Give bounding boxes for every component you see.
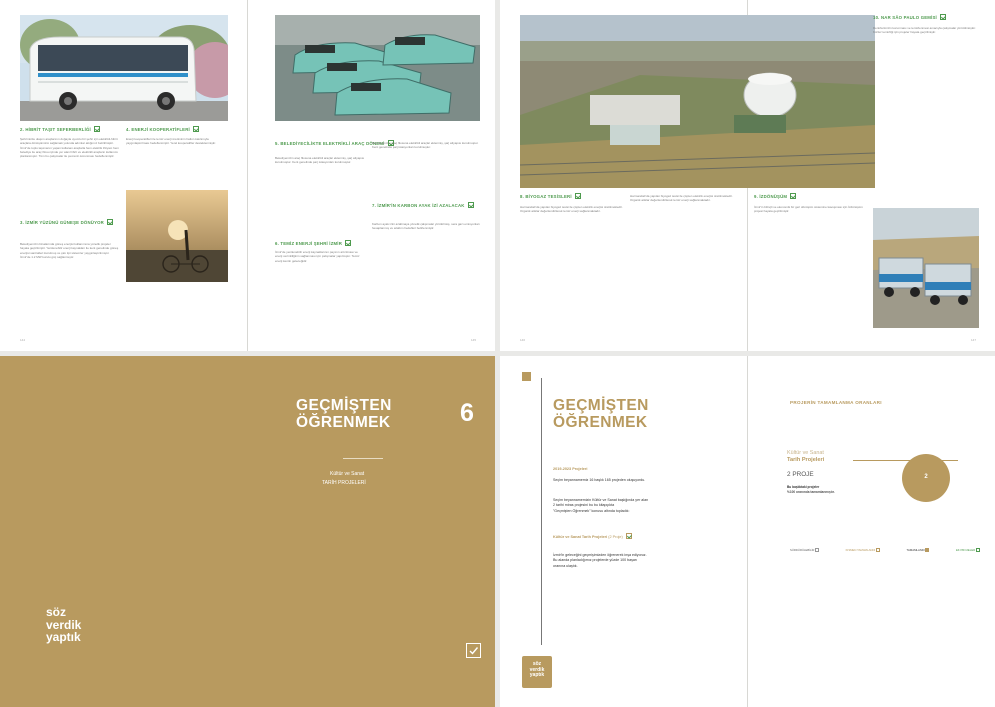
completion-note: Bu başlıktaki projeler	[787, 485, 820, 489]
legend-item: EK PROJELER	[956, 548, 980, 552]
soz-verdik-yaptik-logo: söz verdik yaptık	[522, 656, 552, 688]
page-gutter	[247, 0, 248, 351]
section-heading: 6. TEMİZ ENERJİ ŞEHRİ İZMİR	[275, 241, 351, 247]
completion-value: 2	[924, 474, 928, 480]
check-icon	[626, 533, 632, 539]
section-heading: 5. BELEDİYECİLİKTE ELEKTRİKLİ ARAÇ DÖNEMİ	[275, 141, 394, 147]
cyclist-sunset-photo	[126, 190, 228, 282]
check-icon	[940, 14, 946, 20]
title-underline	[343, 458, 383, 459]
spread-pages-146-147	[500, 0, 995, 351]
vertical-rule	[541, 378, 542, 645]
sub-heading: Kültür ve Sanat Tarih Projeleri (2 Proje)	[553, 534, 632, 540]
section-heading: 2. HİBRİT TAŞIT SEFERBERLİĞİ	[20, 127, 100, 133]
page-gutter	[747, 356, 748, 707]
checkbox-icon	[466, 643, 481, 658]
page-number: 146	[520, 338, 526, 342]
section-heading: 4. ENERJİ KOOPERATİFLERİ	[126, 127, 199, 133]
check-icon	[468, 202, 474, 208]
check-icon	[345, 240, 351, 246]
check-icon	[94, 126, 100, 132]
section-heading: 9. İZDÖNÜŞÜM	[754, 194, 796, 200]
check-icon	[107, 219, 113, 225]
legend-item: TAMAMLANDI	[907, 548, 930, 552]
chapter-cover-spread	[0, 356, 495, 707]
section-heading: 7. İZMİR'İN KARBON AYAK İZİ AZALACAK	[372, 203, 474, 209]
electric-cars-photo	[275, 15, 480, 121]
check-icon	[575, 193, 581, 199]
legend-item: SÜRDÜRÜLEBİLİR	[790, 548, 819, 552]
chapter-subtitle: TARİH PROJELERİ	[322, 480, 366, 486]
intro-paragraph-2: Seçim beyannamemizin Kültür ve Sanat başlığında yer alan 2 tarihi miras projesini bu bu kitapçıkta "Geçmişten Öğrenmek" konusu altında topladık:	[553, 498, 649, 513]
chapter-subtitle-category: Kültür ve Sanat	[330, 471, 365, 477]
intro-paragraph: Seçim beyannamemiz 16 başlık 165 projeden oluşuyordu.	[553, 478, 646, 482]
legend-item: KISMEN TAMAMLANDI	[846, 548, 880, 552]
projects-heading: 2019-2023 Projeleri	[553, 467, 588, 471]
completion-title: PROJERİN TAMAMLANMA ORANLARI	[790, 400, 882, 405]
section-body: Şehrimizde ulaşım araçlarının doğayla uyumlu bir şehir için elektrikli-hibrit araçlara dönüşümünü sağlamak yolunda adımlar attığımız belirtilmiştir. İzmir'de toplu taşımanın yapan kullanan araçlarla hem elektrik ihtiyacı hem belediye ile araç filosu içinde yer alan hibrit ve elektrikli araçların kullanımı planlanmıştır. Tüm bu çalışmalar ile çevrenin korunması hedeflenmiştir.	[20, 137, 119, 159]
section-body: İzmir'de yenilenebilir enerji kaynaklarının payının artırılması ve enerji verimliliğinin sağlanması için çalışmalar yapılmıştır. Temiz enerji kentin geleceğidir.	[275, 250, 360, 263]
section-body-continued: Belediyemizin araç filosuna elektrikli araçlar eklenmiş, şarj altyapısı kurulmuştur. Kent genelinde şarj istasyonları kurulmuştur.	[372, 141, 479, 150]
section-body: Karbon ayak izini azaltmaya yönelik çalışmalar yürütülmüş, sera gazı emisyonları hesaplanmış ve azaltım hedefleri belirlenmiştir.	[372, 222, 480, 231]
page-number: 144	[20, 338, 26, 342]
gold-square-icon	[522, 372, 531, 381]
section-heading: 8. BİYOGAZ TESİSLERİ	[520, 194, 581, 200]
page-number: 145	[471, 338, 477, 342]
chapter-title: GEÇMİŞTEN ÖĞRENMEK	[296, 397, 392, 431]
status-legend	[790, 548, 980, 552]
soz-verdik-yaptik-logo: söz verdik yaptık	[46, 605, 82, 645]
section-body: Harmandalı'da yapılan biyogaz tesisi ile çöpten elektrik enerjisi üretilmektedir. Organik atıklar değerlendirilerek temiz enerji sağlanmaktadır.	[520, 205, 623, 214]
check-icon	[790, 193, 796, 199]
spread-pages-144-145	[0, 0, 495, 351]
section-body: Belediyemizin binalarında güneş enerjisi kullanımına yönelik projeler hayata geçirilmiştir. Yenilenebilir enerji kaynakları ile kent genelinde güneş enerjisi santralleri kurulmuş ve çatı tipi sistemler yaygınlaştırılmıştır. İzmir'de 1.2 MW kurulu güç sağlanmıştır.	[20, 242, 119, 259]
closing-paragraph: İzmir'in geleceğini geçmişimizden öğrenerek inşa ediyoruz. Bu alanda planladığımız projelerde yüzde 100 başarı oranına ulaştık.	[553, 553, 647, 568]
section-body: Denizlerimizin korunması ve temizlenmesi amacıyla çalışmalar yürütülmüştür. Körfez temizliği için projeler hayata geçirilmiştir.	[873, 26, 976, 35]
biogas-plant-aerial-photo	[520, 15, 875, 188]
chapter-number: 6	[460, 399, 474, 427]
section-heading: 3. İZMİR YÜZÜNÜ GÜNEŞE DÖNÜYOR	[20, 220, 113, 226]
page-number: 147	[971, 338, 977, 342]
section-body: Enerji kooperatifleri ile temiz enerji üretiminin halkın katılımıyla yaygınlaştırılması hedeflenmiştir. Yerel kooperatifler desteklenmiştir.	[126, 137, 216, 146]
recycling-trucks-photo	[873, 208, 979, 328]
completion-count: 2 PROJE	[787, 471, 814, 478]
hybrid-bus-photo	[20, 15, 228, 121]
section-heading: 10. NAR SÃO PAULO GEMİSİ	[873, 15, 946, 21]
chapter-intro-spread	[500, 356, 995, 707]
section-body: İzmir'in bilinçli ve ekonomik bir geri dönüşüm sistemine kavuşması için İzdönüşüm projesi hayata geçirilmiştir.	[754, 205, 863, 214]
check-icon	[193, 126, 199, 132]
section-body: Belediyemizin araç filosuna elektrikli araçlar eklenmiş, şarj altyapısı kurulmuştur. Kent genelinde şarj istasyonları kurulmuştur.	[275, 156, 365, 165]
section-body-continued: Harmandalı'da yapılan biyogaz tesisi ile çöpten elektrik enerjisi üretilmektedir. Organik atıklar değerlendirilerek temiz enerji sağlanmaktadır.	[630, 194, 733, 203]
completion-note-2: %100 oranında tamamlanmıştır.	[787, 490, 835, 494]
completion-label: Tarih Projeleri	[787, 457, 825, 463]
completion-category: Kültür ve Sanat	[787, 450, 824, 456]
page-title: GEÇMİŞTEN ÖĞRENMEK	[553, 397, 649, 431]
